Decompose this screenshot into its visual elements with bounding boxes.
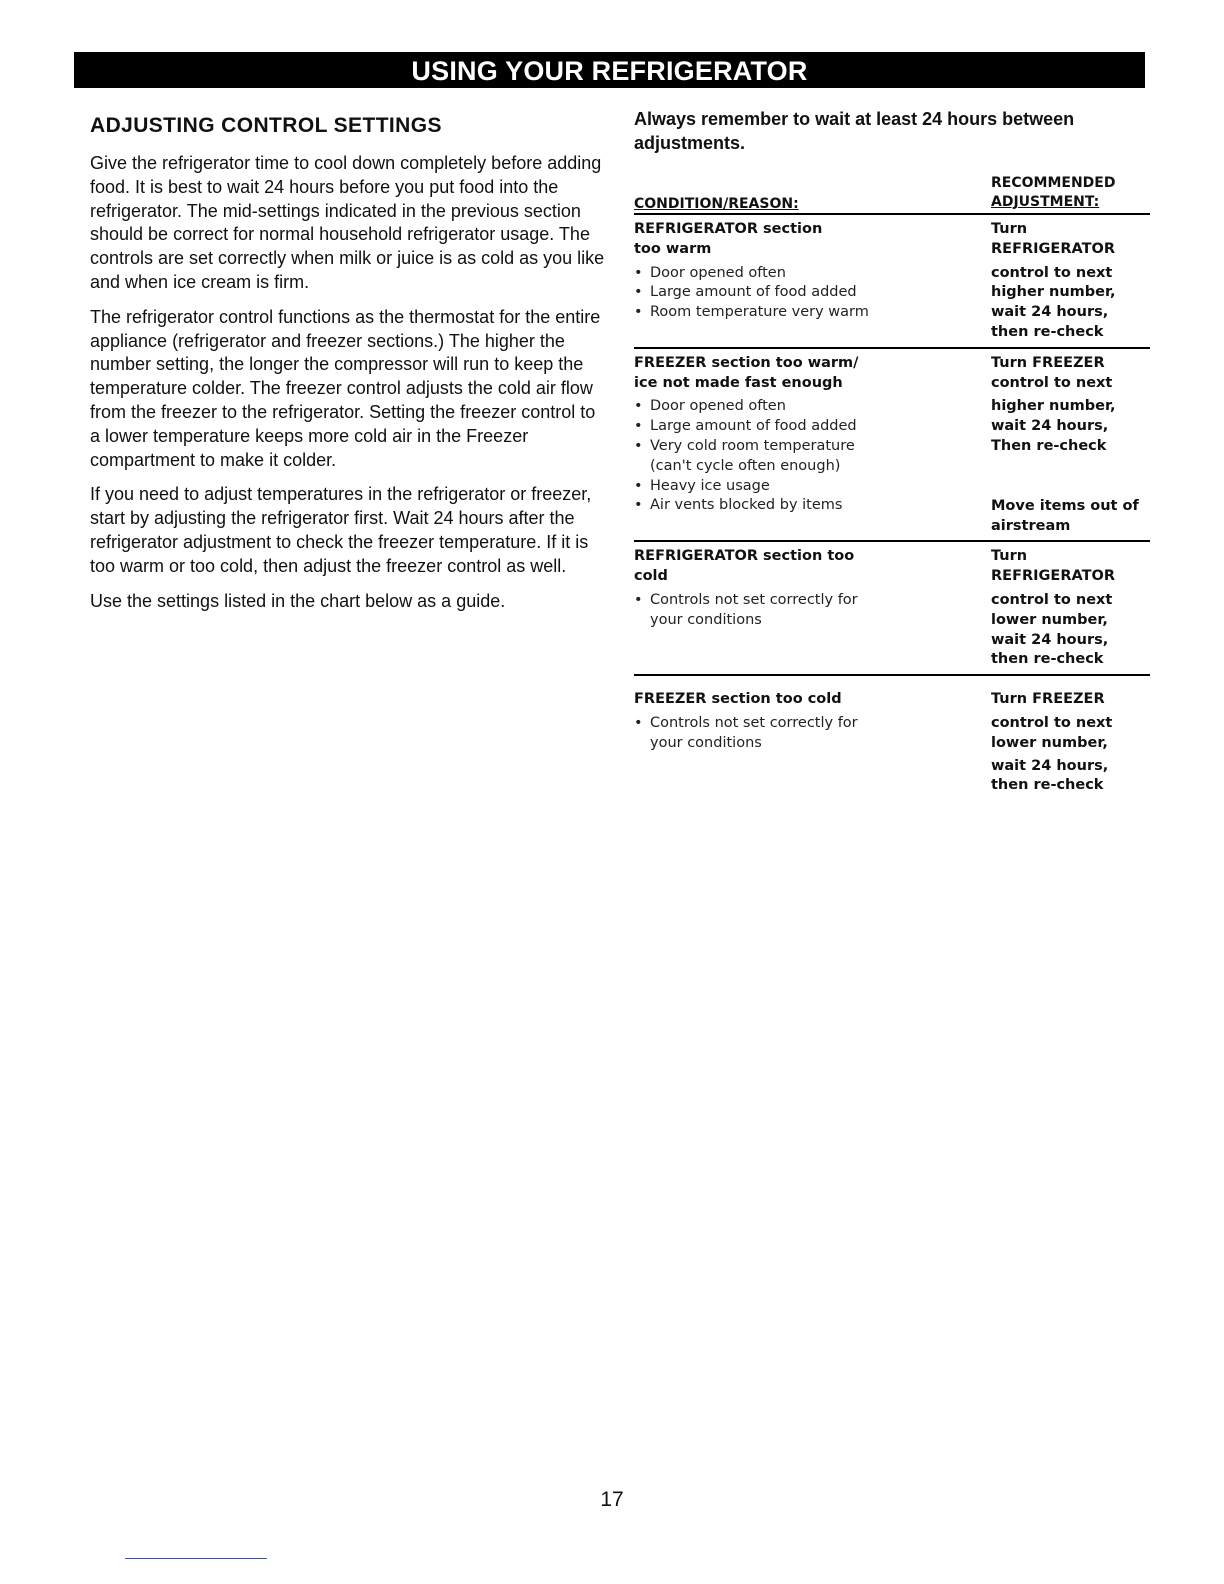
condition-title: REFRIGERATOR section too	[634, 548, 855, 565]
chart-header	[634, 161, 1150, 215]
adjustment-cell	[991, 690, 1150, 796]
paragraph-1: Give the refrigerator time to cool down completely before adding food. It is best to wait 24 hours before you put food into the refrigerator. The mid-settings indicated in the previous section should be correct for normal household refrigerator usage. The controls are set correctly when milk or juice is as cold as you like and when ice cream is firm.	[90, 153, 605, 292]
adjustment-line: REFRIGERATOR	[991, 240, 1115, 257]
list-item: • Door opened often	[634, 264, 786, 281]
condition-title: FREEZER section too cold	[634, 691, 842, 708]
paragraph-2: The refrigerator control functions as the thermostat for the entire appliance (refrigerator and freezer sections.) The higher the number setting, the longer the compressor will run to keep the temperature colder. The freezer control adjusts the cold air flow from the freezer to the refrigerator. Setting the freezer control to a lower temperature keeps more cold air in the Freezer compartment to make it colder.	[90, 306, 601, 470]
adjustment-line: Turn FREEZER	[991, 354, 1105, 371]
condition-title: REFRIGERATOR section	[634, 221, 823, 237]
condition-cell	[634, 220, 991, 343]
adjustment-line: Move items out of	[991, 497, 1139, 514]
adjustment-line: wait 24 hours,	[991, 418, 1109, 435]
adjustment-line: Turn	[991, 548, 1028, 565]
adjustment-line: wait 24 hours,	[991, 631, 1109, 648]
adjustment-line: control to next	[991, 591, 1113, 608]
header-adjustment-line2: ADJUSTMENT:	[991, 194, 1100, 210]
footer-divider	[125, 1558, 267, 1559]
section-heading: ADJUSTING CONTROL SETTINGS	[90, 114, 442, 137]
list-item: • Large amount of food added	[634, 418, 857, 435]
paragraph-4: Use the settings listed in the chart below as a guide.	[90, 590, 506, 611]
adjustment-line: lower number,	[991, 611, 1108, 628]
list-item: • Room temperature very warm	[634, 304, 869, 321]
adjustment-line: Turn	[991, 221, 1028, 237]
adjustment-line: control to next	[991, 714, 1113, 731]
table-row	[634, 676, 1150, 800]
adjustment-line: wait 24 hours,	[991, 304, 1109, 321]
condition-list	[634, 264, 991, 323]
adjustment-line: REFRIGERATOR	[991, 568, 1115, 585]
adjustment-cell	[991, 547, 1150, 670]
adjustment-line: then re-check	[991, 651, 1104, 668]
adjustment-line: Then re-check	[991, 437, 1107, 454]
condition-title: cold	[634, 568, 668, 585]
list-item: • Controls not set correctly for your conditions	[634, 591, 858, 628]
list-item: • Heavy ice usage	[634, 477, 770, 494]
page-number: 17	[600, 1488, 624, 1511]
condition-title: ice not made fast enough	[634, 374, 843, 391]
adjustment-line: wait 24 hours,	[991, 757, 1109, 774]
condition-title: FREEZER section too warm/	[634, 354, 859, 371]
left-column	[90, 112, 610, 624]
table-row	[634, 542, 1150, 676]
list-item: • Very cold room temperature (can't cycle often enough)	[634, 437, 855, 474]
header-condition: CONDITION/REASON:	[634, 196, 799, 212]
condition-cell	[634, 354, 991, 537]
header-adjustment-line1: RECOMMENDED	[991, 175, 1116, 191]
adjustment-line: control to next	[991, 374, 1113, 391]
condition-cell	[634, 547, 991, 670]
adjustment-line: airstream	[991, 517, 1071, 534]
page-banner: USING YOUR REFRIGERATOR	[74, 52, 1145, 88]
paragraph-3: If you need to adjust temperatures in the refrigerator or freezer, start by adjusting the refrigerator first. Wait 24 hours after the refrigerator adjustment to check the freezer temperature. If it is too warm or too cold, then adjust the freezer control as well.	[90, 484, 592, 576]
adjustment-line: higher number,	[991, 284, 1116, 301]
adjustment-cell	[991, 220, 1150, 343]
condition-list	[634, 714, 991, 754]
condition-list	[634, 397, 991, 516]
list-item: • Door opened often	[634, 398, 786, 415]
condition-cell	[634, 690, 991, 796]
adjustment-chart	[634, 108, 1150, 800]
table-row	[634, 349, 1150, 543]
adjustment-line: then re-check	[991, 777, 1104, 794]
reminder-note: Always remember to wait at least 24 hours between adjustments.	[634, 109, 1075, 153]
adjustment-line: lower number,	[991, 734, 1108, 751]
adjustment-line: then re-check	[991, 323, 1104, 340]
adjustment-line: control to next	[991, 264, 1113, 281]
list-item: • Controls not set correctly for your conditions	[634, 714, 858, 751]
list-item: • Large amount of food added	[634, 284, 857, 301]
adjustment-line: higher number,	[991, 398, 1116, 415]
table-row	[634, 215, 1150, 349]
header-adjustment	[991, 174, 1115, 212]
adjustment-cell	[991, 354, 1150, 537]
condition-title: too warm	[634, 240, 712, 257]
condition-list	[634, 591, 991, 631]
list-item: • Air vents blocked by items	[634, 497, 843, 514]
adjustment-line: Turn FREEZER	[991, 691, 1105, 708]
